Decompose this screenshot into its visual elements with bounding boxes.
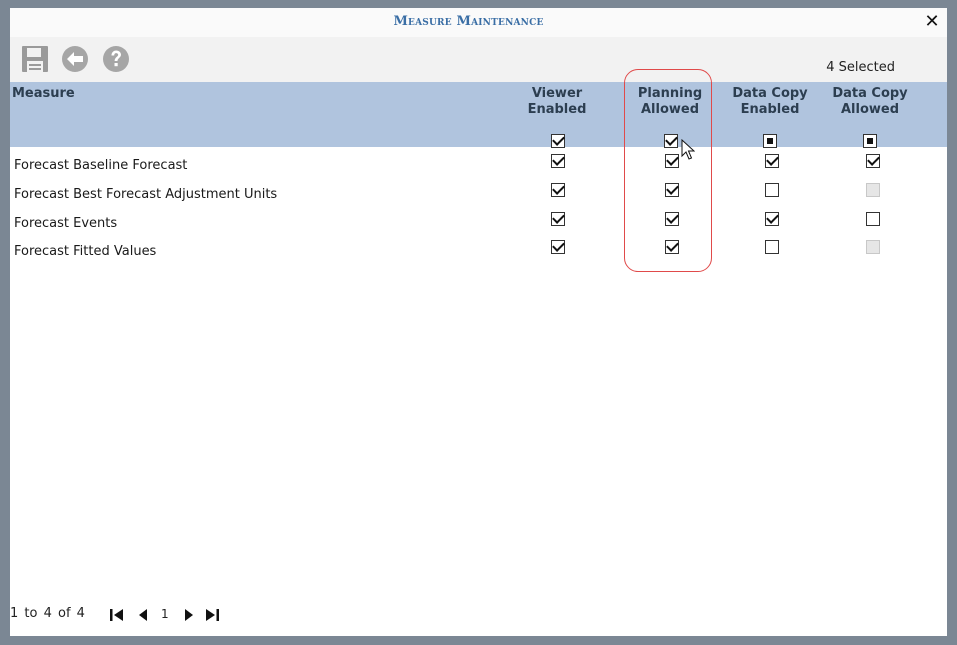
column-header-line: Viewer [531, 86, 583, 101]
selected-count: 4 Selected [826, 60, 895, 75]
pager-summary: 1 to 4 of 4 [10, 606, 85, 621]
column-header-line: Enabled [527, 102, 587, 117]
column-header-line: Data Copy [832, 86, 908, 101]
measure-name: Forecast Fitted Values [14, 244, 157, 259]
column-header-line: Planning [637, 86, 703, 101]
table-row[interactable] [10, 209, 947, 238]
checkbox-data-copy-allowed [866, 240, 880, 254]
checkbox-data-copy-allowed[interactable] [866, 154, 880, 168]
column-header-line: Enabled [740, 102, 800, 117]
checkbox-data-copy-allowed[interactable] [866, 212, 880, 226]
last-page-icon[interactable] [204, 607, 220, 623]
next-page-icon[interactable] [180, 607, 196, 623]
checkbox-planning-allowed[interactable] [665, 212, 679, 226]
back-icon[interactable] [60, 44, 90, 74]
help-icon[interactable] [101, 44, 131, 74]
first-page-icon[interactable] [109, 607, 125, 623]
checkbox-planning-allowed[interactable] [665, 183, 679, 197]
measure-name: Forecast Events [14, 216, 118, 231]
close-icon[interactable]: ✕ [924, 11, 940, 32]
column-header-line: Data Copy [732, 86, 808, 101]
column-header-viewer-enabled[interactable] [517, 86, 597, 118]
table-row[interactable] [10, 151, 947, 180]
table-row[interactable] [10, 180, 947, 209]
header-checkbox-data-copy-allowed[interactable] [863, 134, 877, 148]
current-page: 1 [161, 607, 169, 621]
mouse-pointer-icon [681, 139, 695, 161]
checkbox-viewer-enabled[interactable] [551, 183, 565, 197]
header-checkbox-data-copy-enabled[interactable] [763, 134, 777, 148]
checkbox-data-copy-enabled[interactable] [765, 212, 779, 226]
checkbox-viewer-enabled[interactable] [551, 154, 565, 168]
title-bar [10, 8, 947, 37]
toolbar [10, 37, 947, 82]
checkbox-planning-allowed[interactable] [665, 154, 679, 168]
column-header-measure[interactable]: Measure [12, 86, 75, 101]
previous-page-icon[interactable] [136, 607, 152, 623]
measure-maintenance-dialog [10, 8, 947, 636]
save-icon[interactable] [20, 44, 50, 74]
dialog-title: Measure Maintenance [393, 14, 544, 29]
header-checkbox-planning-allowed[interactable] [664, 134, 678, 148]
pager [10, 605, 310, 625]
checkbox-data-copy-enabled[interactable] [765, 240, 779, 254]
column-header-planning-allowed[interactable] [630, 86, 710, 118]
column-header-line: Allowed [840, 102, 900, 117]
checkbox-planning-allowed[interactable] [665, 240, 679, 254]
checkbox-viewer-enabled[interactable] [551, 212, 565, 226]
column-header-data-copy-enabled[interactable] [725, 86, 815, 118]
checkbox-data-copy-enabled[interactable] [765, 154, 779, 168]
table-row[interactable] [10, 237, 947, 266]
checkbox-data-copy-enabled[interactable] [765, 183, 779, 197]
measure-name: Forecast Baseline Forecast [14, 158, 188, 173]
column-header-line: Allowed [640, 102, 700, 117]
header-checkbox-viewer-enabled[interactable] [551, 134, 565, 148]
measure-name: Forecast Best Forecast Adjustment Units [14, 187, 278, 202]
checkbox-data-copy-allowed [866, 183, 880, 197]
grid-header [10, 82, 947, 147]
checkbox-viewer-enabled[interactable] [551, 240, 565, 254]
column-header-data-copy-allowed[interactable] [825, 86, 915, 118]
